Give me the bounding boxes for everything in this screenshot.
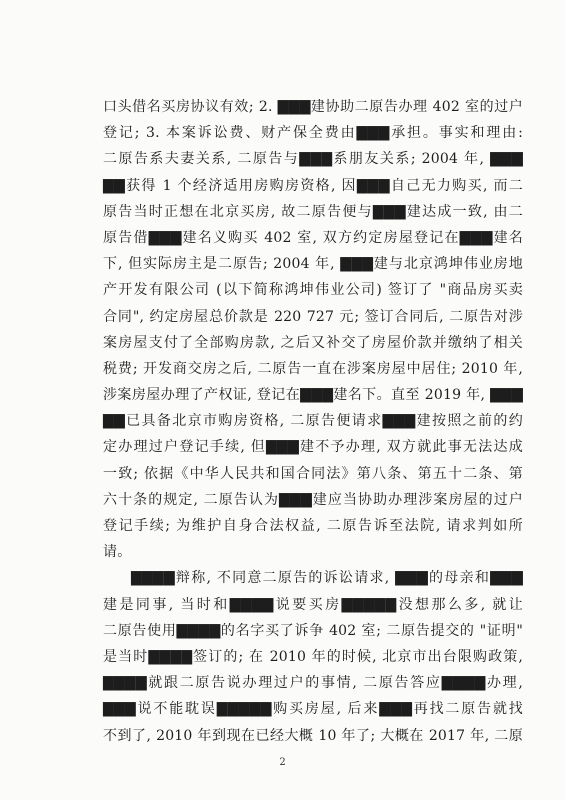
text-line: ▇▇▇▇辩称, 不同意二原告的诉讼请求, ▇▇▇的母亲和▇▇▇ bbox=[131, 570, 523, 587]
text-line: 二原告使用▇▇▇▇的名字买了诉争 402 室; 二原告提交的 "证明" bbox=[103, 622, 523, 639]
text-line: ▇▇▇说不能耽误▇▇▇▇▇购买房屋, 后来▇▇▇再找二原告就找 bbox=[103, 701, 523, 718]
text-line: 一致; 依据《中华人民共和国合同法》第八条、第五十二条、第 bbox=[103, 465, 523, 482]
page-number: 2 bbox=[279, 757, 286, 768]
text-line: 是当时▇▇▇▇签订的; 在 2010 年的时候, 北京市出台限购政策, bbox=[103, 648, 523, 665]
text-line: ▇▇获得 1 个经济适用房购房资格, 因▇▇▇自己无力购买, 而二 bbox=[103, 177, 523, 194]
text-line: 二原告系夫妻关系, 二原告与▇▇▇系朋友关系; 2004 年, ▇▇▇ bbox=[103, 151, 523, 168]
text-line: 请。 bbox=[103, 544, 132, 561]
text-line: ▇▇已具备北京市购房资格, 二原告便请求▇▇▇建按照之前的约 bbox=[103, 413, 523, 430]
text-line: 下, 但实际房主是二原告; 2004 年, ▇▇▇建与北京鸿坤伟业房地 bbox=[103, 256, 523, 273]
text-line: 登记; 3. 本案诉讼费、财产保全费由▇▇▇承担。事实和理由: bbox=[103, 125, 523, 142]
text-line: 税费; 开发商交房之后, 二原告一直在涉案房屋中居住; 2010 年, bbox=[103, 360, 523, 377]
text-line: 产开发有限公司 (以下简称鸿坤伟业公司) 签订了 "商品房买卖 bbox=[103, 282, 523, 299]
text-line: 原告借▇▇▇建名义购买 402 室, 双方约定房屋登记在▇▇▇建名 bbox=[103, 229, 523, 246]
text-line: 口头借名买房协议有效; 2. ▇▇▇建协助二原告办理 402 室的过户 bbox=[103, 99, 523, 115]
text-line: 建是同事, 当时和▇▇▇▇说要买房▇▇▇▇▇没想那么多, 就让 bbox=[103, 596, 523, 613]
text-line: 案房屋支付了全部购房款, 之后又补交了房屋价款并缴纳了相关 bbox=[103, 334, 523, 351]
text-line: 定办理过户登记手续, 但▇▇▇建不予办理, 双方就此事无法达成 bbox=[103, 439, 523, 456]
text-line: 六十条的规定, 二原告认为▇▇▇建应当协助办理涉案房屋的过户 bbox=[103, 491, 523, 508]
text-line: 登记手续; 为维护自身合法权益, 二原告诉至法院, 请求判如所 bbox=[103, 518, 523, 534]
text-line: 涉案房屋办理了产权证, 登记在▇▇▇建名下。直至 2019 年, ▇▇▇ bbox=[103, 387, 523, 404]
document-body bbox=[103, 94, 523, 749]
text-line: 原告当时正想在北京买房, 故二原告便与▇▇▇建达成一致, 由二 bbox=[103, 203, 523, 220]
text-line: 不到了, 2010 年到现在已经大概 10 年了; 大概在 2017 年, 二原 bbox=[103, 727, 523, 744]
text-line: 合同", 约定房屋总价款是 220 727 元; 签订合同后, 二原告对涉 bbox=[103, 308, 523, 325]
text-line: ▇▇▇▇就跟二原告说办理过户的事情, 二原告答应▇▇▇▇办理, bbox=[103, 675, 523, 692]
